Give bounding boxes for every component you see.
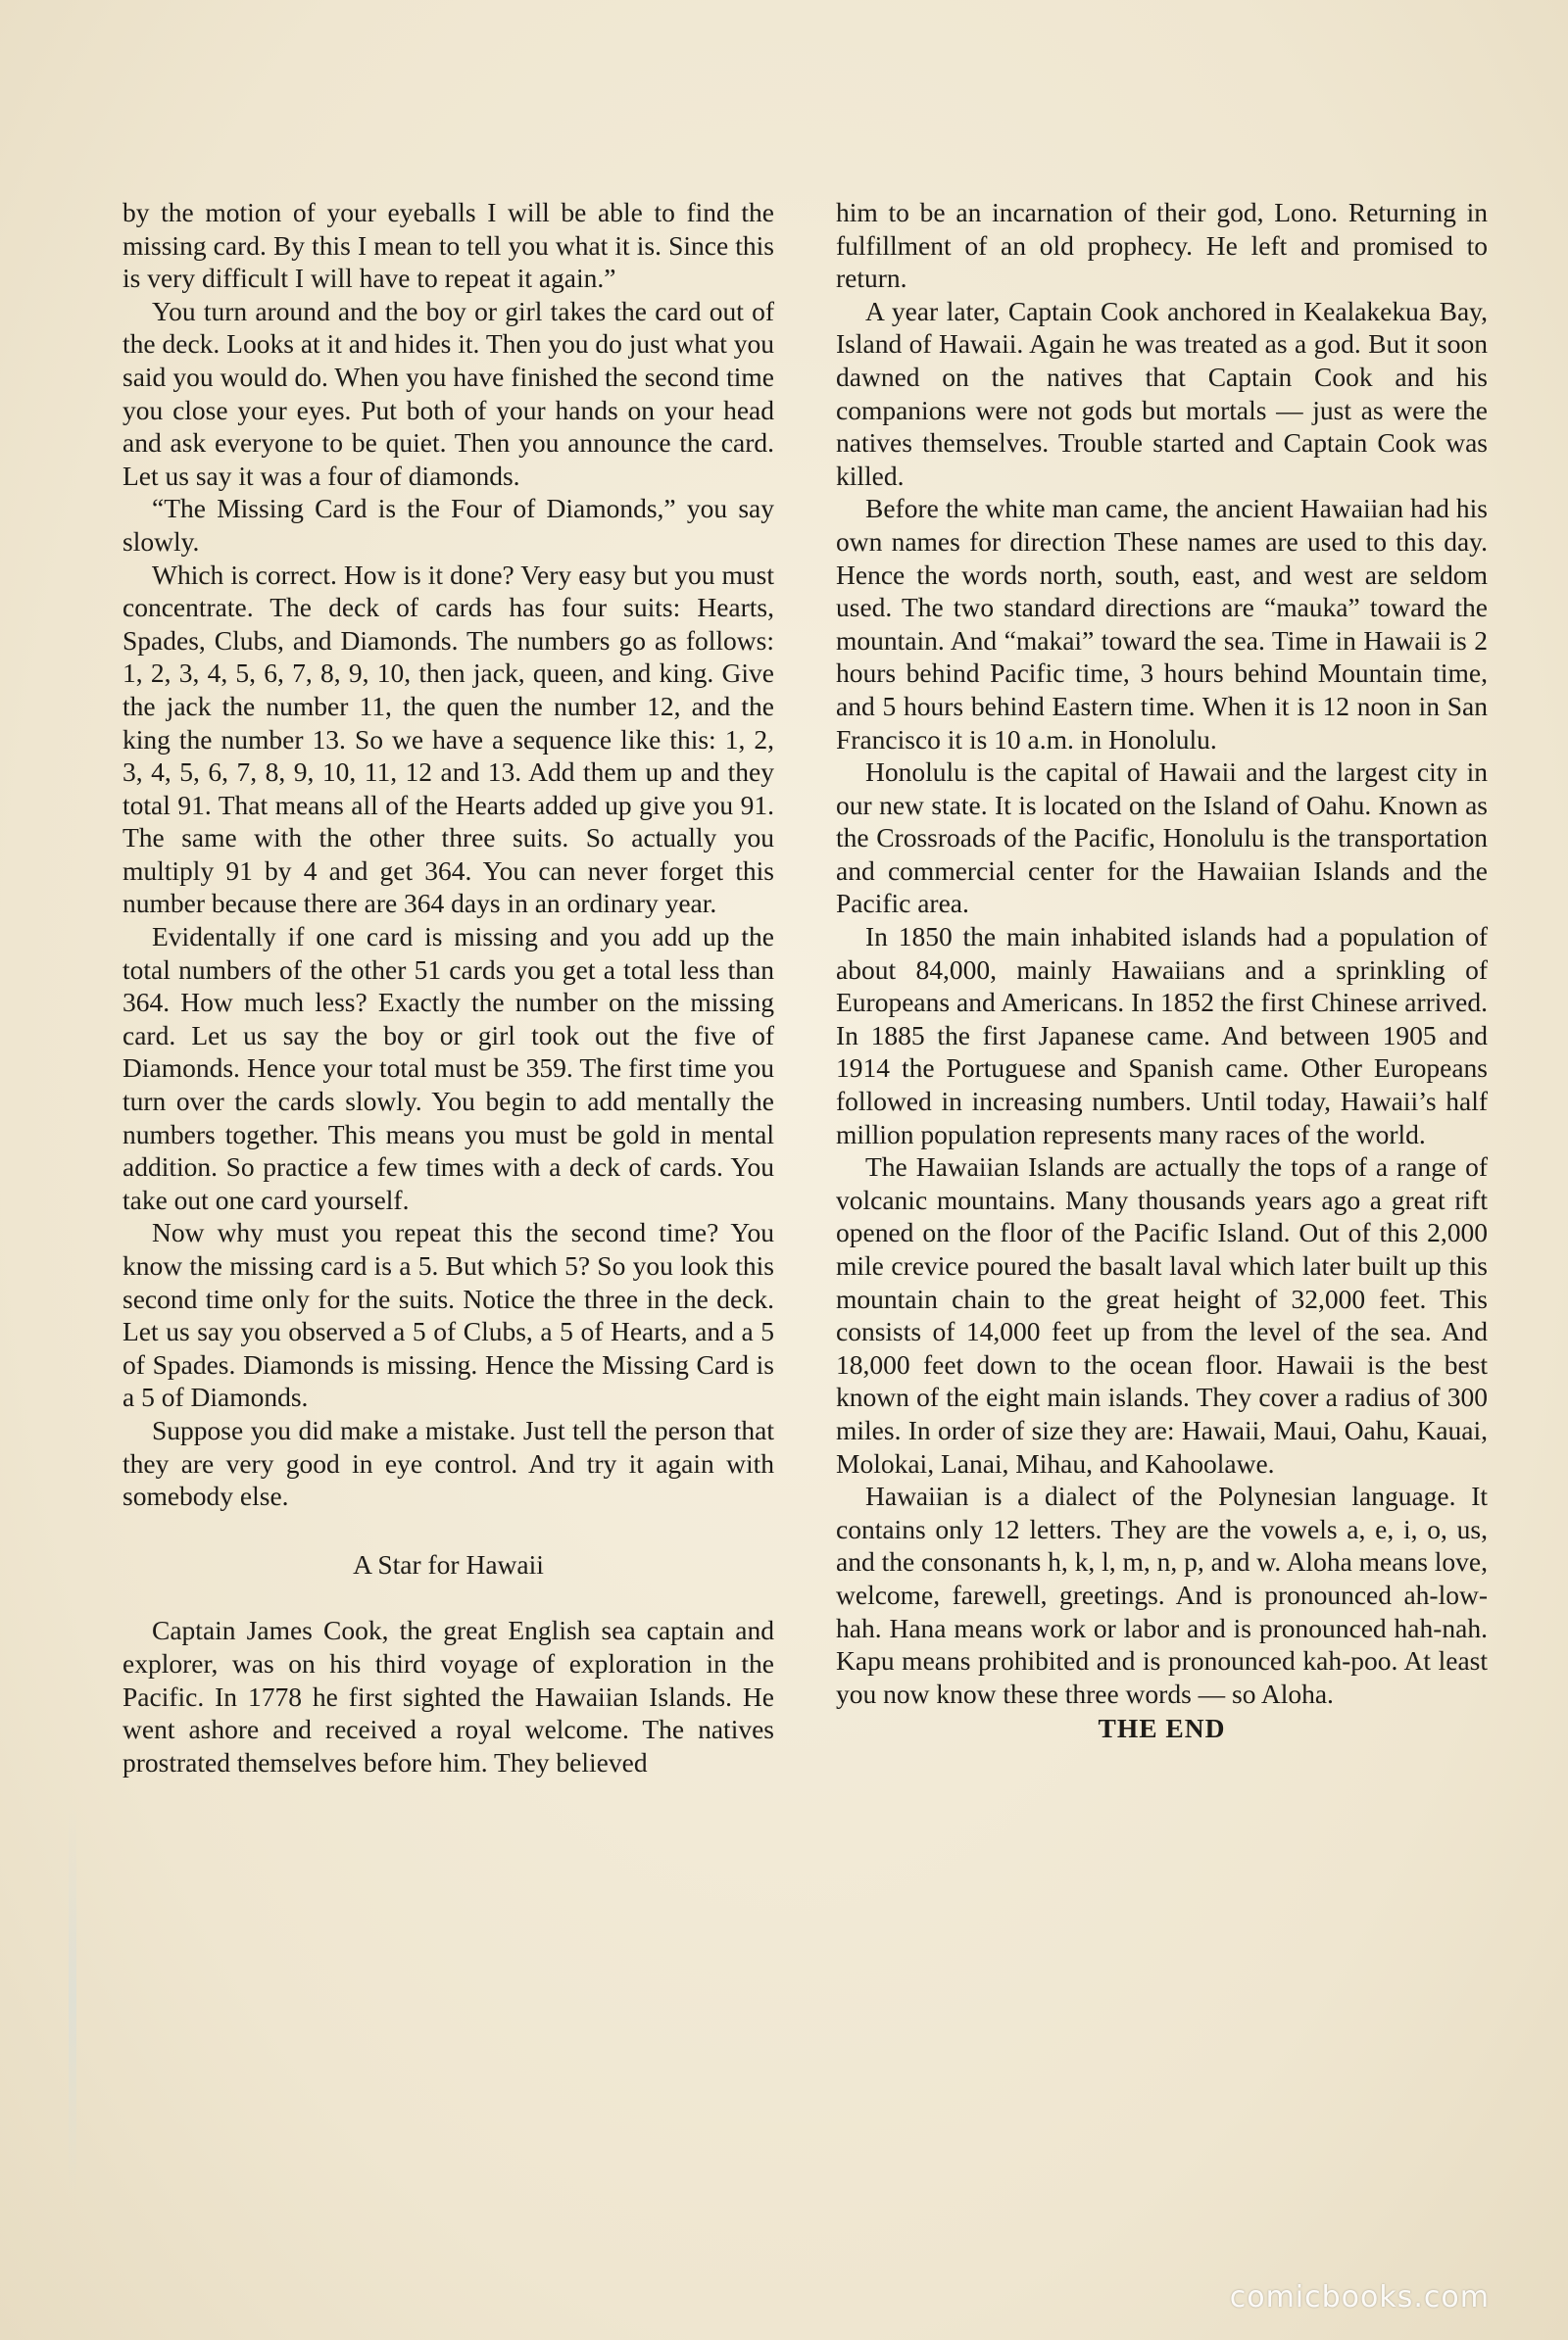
paragraph: In 1850 the main inhabited islands had a population of about 84,000, mainly Hawaiians and a sprinkling of Europeans and Americans. In 1852 the first Chinese arrived. In 1885 the first Japanese came. And between 1905 and 1914 the Portuguese and Spanish came. Other Europeans followed in increasing numbers. Until today, Hawaii’s half million population represents many races of the world. bbox=[836, 921, 1488, 1149]
paragraph: Hawaiian is a dialect of the Polynesian language. It contains only 12 letters. They are the vowels a, e, i, o, us, and the consonants h, k, l, m, n, p, and w. Aloha means love, welcome, farewell, greetings. And is pronounced ah-low-hah. Hana means work or labor and is pronounced hah-nah. Kapu means prohibited and is pronounced kah-poo. At least you now know these three words — so Aloha. bbox=[836, 1481, 1488, 1709]
watermark: comicbooks.com bbox=[1229, 2280, 1490, 2315]
paragraph: Captain James Cook, the great English sea captain and explorer, was on his third voyage of exploration in the Pacific. In 1778 he first sighted the Hawaiian Islands. He went ashore and received a royal welcome. The natives prostrated themselves before him. They believed bbox=[122, 1615, 774, 1778]
paragraph: Which is correct. How is it done? Very easy but you must concentrate. The deck of cards has four suits: Hearts, Spades, Clubs, and Diamonds. The numbers go as follows: 1, 2, 3, 4, 5, 6, 7, 8, 9, 10, then jack, queen, and king. Give the jack the number 11, the quen the number 12, and the king the number 13. So we have a sequence like this: 1, 2, 3, 4, 5, 6, 7, 8, 9, 10, 11, 12 and 13. Add them up and they total 91. That means all of the Hearts added up give you 91. The same with the other three suits. So actually you multiply 91 by 4 and get 364. You can never forget this number because there are 364 days in an ordinary year. bbox=[122, 559, 774, 919]
paper-crease bbox=[69, 1803, 76, 2195]
paragraph: Suppose you did make a mistake. Just tell the person that they are very good in eye control. And try it again with somebody else. bbox=[122, 1414, 774, 1512]
paragraph: him to be an incarnation of their god, Lono. Returning in fulfillment of an old prophecy. He left and promised to return. bbox=[836, 197, 1488, 294]
paragraph: by the motion of your eyeballs I will be able to find the missing card. By this I mean to tell you what it is. Since this is very difficult I will have to repeat it again.” bbox=[122, 197, 774, 294]
article-heading: A Star for Hawaii bbox=[353, 1548, 544, 1580]
paragraph: “The Missing Card is the Four of Diamonds,” you say slowly. bbox=[122, 493, 774, 557]
left-column bbox=[122, 196, 774, 1779]
the-end-label: THE END bbox=[1098, 1713, 1226, 1744]
paragraph: Now why must you repeat this the second time? You know the missing card is a 5. But which 5? So you look this second time only for the suits. Notice the three in the deck. Let us say you observed a 5 of Clubs, a 5 of Hearts, and a 5 of Spades. Diamonds is missing. Hence the Missing Card is a 5 of Diamonds. bbox=[122, 1217, 774, 1413]
paragraph: Honolulu is the capital of Hawaii and the largest city in our new state. It is located on the Island of Oahu. Known as the Crossroads of the Pacific, Honolulu is the transportation and commercial center for the Hawaiian Islands and the Pacific area. bbox=[836, 756, 1488, 919]
paragraph: The Hawaiian Islands are actually the tops of a range of volcanic mountains. Many thousands years ago a great rift opened on the floor of the Pacific Island. Out of this 2,000 mile crevice poured the basalt laval which later built up this mountain chain to the great height of 32,000 feet. This consists of 14,000 feet up from the level of the sea. And 18,000 feet down to the ocean floor. Hawaii is the best known of the eight main islands. They cover a radius of 300 miles. In order of size they are: Hawaii, Maui, Oahu, Kauai, Molokai, Lanai, Mihau, and Kahoolawe. bbox=[836, 1151, 1488, 1479]
paragraph: A year later, Captain Cook anchored in Kealakekua Bay, Island of Hawaii. Again he was treated as a god. But it soon dawned on the natives that Captain Cook and his companions were not gods but mortals — just as were the natives themselves. Trouble started and Captain Cook was killed. bbox=[836, 295, 1488, 491]
paragraph: Before the white man came, the ancient Hawaiian had his own names for direction These names are used to this day. Hence the words north, south, east, and west are seldom used. The two standard directions are “mauka” toward the mountain. And “makai” toward the sea. Time in Hawaii is 2 hours behind Pacific time, 3 hours behind Mountain time, and 5 hours behind Eastern time. When it is 12 noon in San Francisco it is 10 a.m. in Honolulu. bbox=[836, 493, 1488, 755]
right-column bbox=[836, 196, 1488, 1745]
paragraph: Evidentally if one card is missing and you add up the total numbers of the other 51 cards you get a total less than 364. How much less? Exactly the number on the missing card. Let us say the boy or girl took out the five of Diamonds. Hence your total must be 359. The first time you turn over the cards slowly. You begin to add mentally the numbers together. This means you must be gold in mental addition. So practice a few times with a deck of cards. You take out one card yourself. bbox=[122, 921, 774, 1215]
paragraph: You turn around and the boy or girl takes the card out of the deck. Looks at it and hides it. Then you do just what you said you would do. When you have finished the second time you close your eyes. Put both of your hands on your head and ask everyone to be quiet. Then you announce the card. Let us say it was a four of diamonds. bbox=[122, 295, 774, 491]
